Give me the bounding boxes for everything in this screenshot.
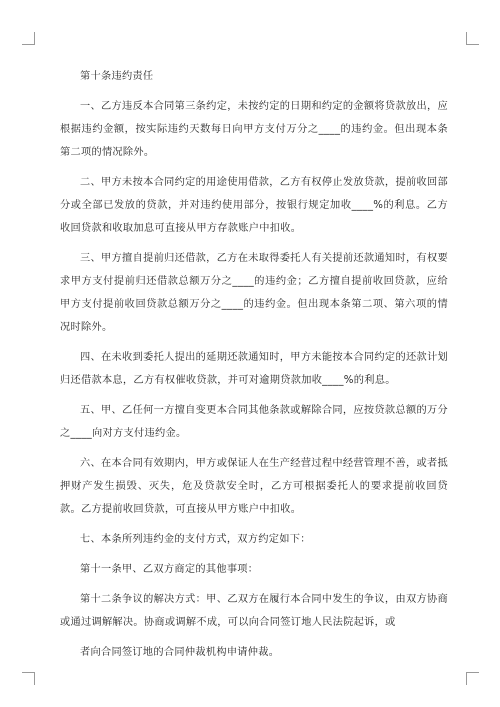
corner-mark-top-left	[22, 32, 35, 45]
paragraph-3: 三、甲方擅自提前归还借款，乙方在未取得委托人有关提前还款通知时，有权要求甲方支付提前归还借款总额万分之____的违约金；乙方擅自提前收回贷款，应给甲方支付提前收回贷款总额万分之____的违约金。但出现本条第二项、第六项的情况时除外。	[60, 253, 448, 333]
paragraph-1: 一、乙方违反本合同第三条约定，未按约定的日期和约定的金额将贷款放出，应根据违约金额，按实际违约天数每日向甲方支付万分之____的违约金。但出现本条第二项的情况除外。	[60, 101, 448, 158]
paragraph-6: 六、在本合同有效期内，甲方或保证人在生产经营过程中经营管理不善，或者抵押财产发生损毁、灭失，危及贷款安全时，乙方可根据委托人的要求提前收回贷款。乙方提前收回贷款，可直接从甲方账户中扣收。	[60, 458, 448, 515]
paragraph-8: 第十一条甲、乙双方商定的其他事项：	[80, 564, 259, 575]
paragraph-5: 五、甲、乙任何一方擅自变更本合同其他条款或解除合同，应按贷款总额的万分之____向对方支付违约金。	[60, 405, 448, 439]
corner-mark-bottom-right	[466, 672, 479, 685]
section-heading: 第十条违约责任	[80, 71, 154, 82]
document-body	[60, 65, 448, 671]
paragraph-7: 七、本条所列违约金的支付方式，双方约定如下：	[80, 534, 311, 545]
paragraph-10: 者向合同签订地的合同仲裁机构申请仲裁。	[80, 647, 280, 658]
corner-mark-bottom-left	[22, 672, 35, 685]
paragraph-4: 四、在未收到委托人提出的延期还款通知时，甲方未能按本合同约定的还款计划归还借款本息，乙方有权催收贷款，并可对逾期贷款加收____%的利息。	[60, 352, 448, 386]
corner-mark-top-right	[466, 32, 479, 45]
paragraph-2: 二、甲方未按本合同约定的用途使用借款，乙方有权停止发放贷款，提前收回部分或全部已发放的贷款，并对违约使用部分，按银行规定加收____%的利息。乙方收回贷款和收取加息可直接从甲方存款账户中扣收。	[60, 177, 448, 234]
paragraph-9: 第十二条争议的解决方式：甲、乙双方在履行本合同中发生的争议，由双方协商或通过调解解决。协商或调解不成，可以向合同签订地人民法院起诉，或	[60, 594, 448, 628]
